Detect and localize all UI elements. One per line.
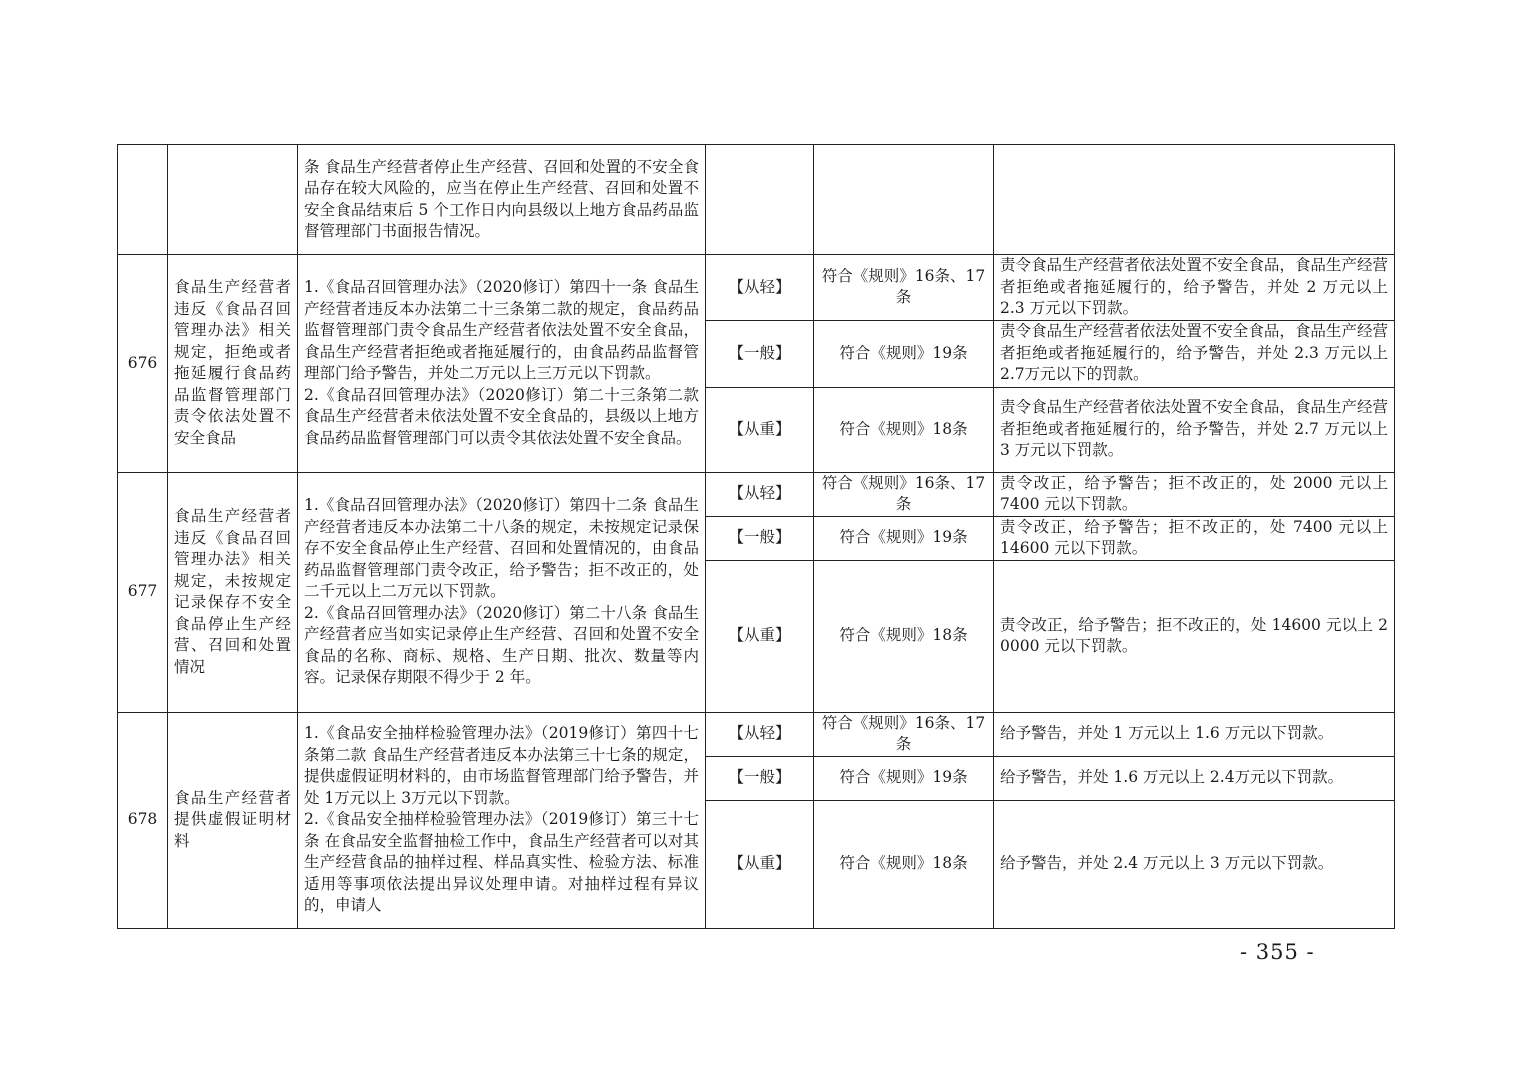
violation-description-cell: 食品生产经营者违反《食品召回管理办法》相关规定，未按规定记录保存不安全食品停止生产经营、召回和处置情况 [168,472,298,712]
penalty-table [117,144,1395,929]
penalty-cell: 责令改正，给予警告；拒不改正的，处 14600 元以上 2 0000 元以下罚款。 [994,560,1395,712]
violation-description-cell: 食品生产经营者提供虚假证明材料 [168,712,298,928]
penalty-cell: 责令食品生产经营者依法处置不安全食品，食品生产经营者拒绝或者拖延履行的，给予警告，并处 2.3 万元以上 2.7万元以下的罚款。 [994,320,1395,387]
row-number-cell: 677 [118,472,168,712]
standard-cell: 符合《规则》19条 [814,320,994,387]
penalty-cell: 责令食品生产经营者依法处置不安全食品，食品生产经营者拒绝或者拖延履行的，给予警告，并处 2 万元以上 2.3 万元以下罚款。 [994,255,1395,321]
standard-cell: 符合《规则》18条 [814,387,994,472]
level-cell: 【从重】 [706,800,814,928]
standard-cell: 符合《规则》19条 [814,516,994,560]
level-cell: 【从轻】 [706,472,814,516]
row-number-cell [118,145,168,255]
standard-cell: 符合《规则》16条、17条 [814,472,994,516]
standard-cell: 符合《规则》16条、17条 [814,712,994,756]
level-cell: 【从重】 [706,387,814,472]
penalty-cell: 责令食品生产经营者依法处置不安全食品，食品生产经营者拒绝或者拖延履行的，给予警告，并处 2.7 万元以上 3 万元以下罚款。 [994,387,1395,472]
level-cell: 【从轻】 [706,255,814,321]
legal-basis-text: 1.《食品召回管理办法》（2020修订）第四十二条 食品生产经营者违反本办法第二十八条的规定，未按规定记录保存不安全食品停止生产经营、召回和处置情况的，由食品药品监督管理部门责令改正，给予警告；拒不改正的，处二千元以上二万元以下罚款。 2.《食品召回管理办法》（2020修订）第二十八条 食品生产经营者应当如实记录停止生产经营、召回和处置不安全食品的名称、商标、规格、生产日期、批次、数量等内容。记录保存期限不得少于 2 年。 [304,496,699,687]
penalty-cell: 给予警告，并处 1.6 万元以上 2.4万元以下罚款。 [994,756,1395,800]
penalty-cell: 给予警告，并处 1 万元以上 1.6 万元以下罚款。 [994,712,1395,756]
legal-basis-cell [298,472,706,712]
row-number-cell: 676 [118,255,168,473]
table-row-678 [118,712,1395,756]
penalty-cell: 责令改正，给予警告；拒不改正的，处 7400 元以上 14600 元以下罚款。 [994,516,1395,560]
violation-description-cell: 食品生产经营者违反《食品召回管理办法》相关规定，拒绝或者拖延履行食品药品监督管理部门责令依法处置不安全食品 [168,255,298,473]
legal-basis-cell [298,712,706,928]
standard-cell: 符合《规则》18条 [814,560,994,712]
table-row-676 [118,255,1395,321]
standard-cell: 符合《规则》16条、17条 [814,255,994,321]
level-cell: 【从轻】 [706,712,814,756]
level-cell [706,145,814,255]
standard-cell [814,145,994,255]
page-number: - 355 - [1240,940,1315,964]
penalty-cell [994,145,1395,255]
table-row-677 [118,472,1395,516]
level-cell: 【一般】 [706,756,814,800]
legal-basis-cell [298,255,706,473]
penalty-cell: 责令改正，给予警告；拒不改正的，处 2000 元以上 7400 元以下罚款。 [994,472,1395,516]
legal-basis-text: 条 食品生产经营者停止生产经营、召回和处置的不安全食品存在较大风险的，应当在停止生产经营、召回和处置不安全食品结束后 5 个工作日内向县级以上地方食品药品监督管理部门书面报告情况。 [304,157,699,240]
penalty-cell: 给予警告，并处 2.4 万元以上 3 万元以下罚款。 [994,800,1395,928]
legal-basis-text: 1.《食品安全抽样检验管理办法》（2019修订）第四十七条第二款 食品生产经营者违反本办法第三十七条的规定，提供虚假证明材料的，由市场监督管理部门给予警告，并处 1万元以上 3万元以下罚款。 2.《食品安全抽样检验管理办法》（2019修订）第三十七条 在食品安全监督抽检工作中，食品生产经营者可以对其生产经营食品的抽样过程、样品真实性、检验方法、标准适用等事项依法提出异议处理申请。对抽样过程有异议的，申请人 [304,724,699,915]
table-row-continued [118,145,1395,255]
legal-basis-cell [298,145,706,255]
standard-cell: 符合《规则》18条 [814,800,994,928]
violation-description-cell [168,145,298,255]
legal-basis-text: 1.《食品召回管理办法》（2020修订）第四十一条 食品生产经营者违反本办法第二十三条第二款的规定，食品药品监督管理部门责令食品生产经营者依法处置不安全食品，食品生产经营者拒绝或者拖延履行的，由食品药品监督管理部门给予警告，并处二万元以上三万元以下罚款。 2.《食品召回管理办法》（2020修订）第二十三条第二款 食品生产经营者未依法处置不安全食品的，县级以上地方食品药品监督管理部门可以责令其依法处置不安全食品。 [304,278,699,447]
standard-cell: 符合《规则》19条 [814,756,994,800]
level-cell: 【一般】 [706,516,814,560]
level-cell: 【从重】 [706,560,814,712]
level-cell: 【一般】 [706,320,814,387]
row-number-cell: 678 [118,712,168,928]
